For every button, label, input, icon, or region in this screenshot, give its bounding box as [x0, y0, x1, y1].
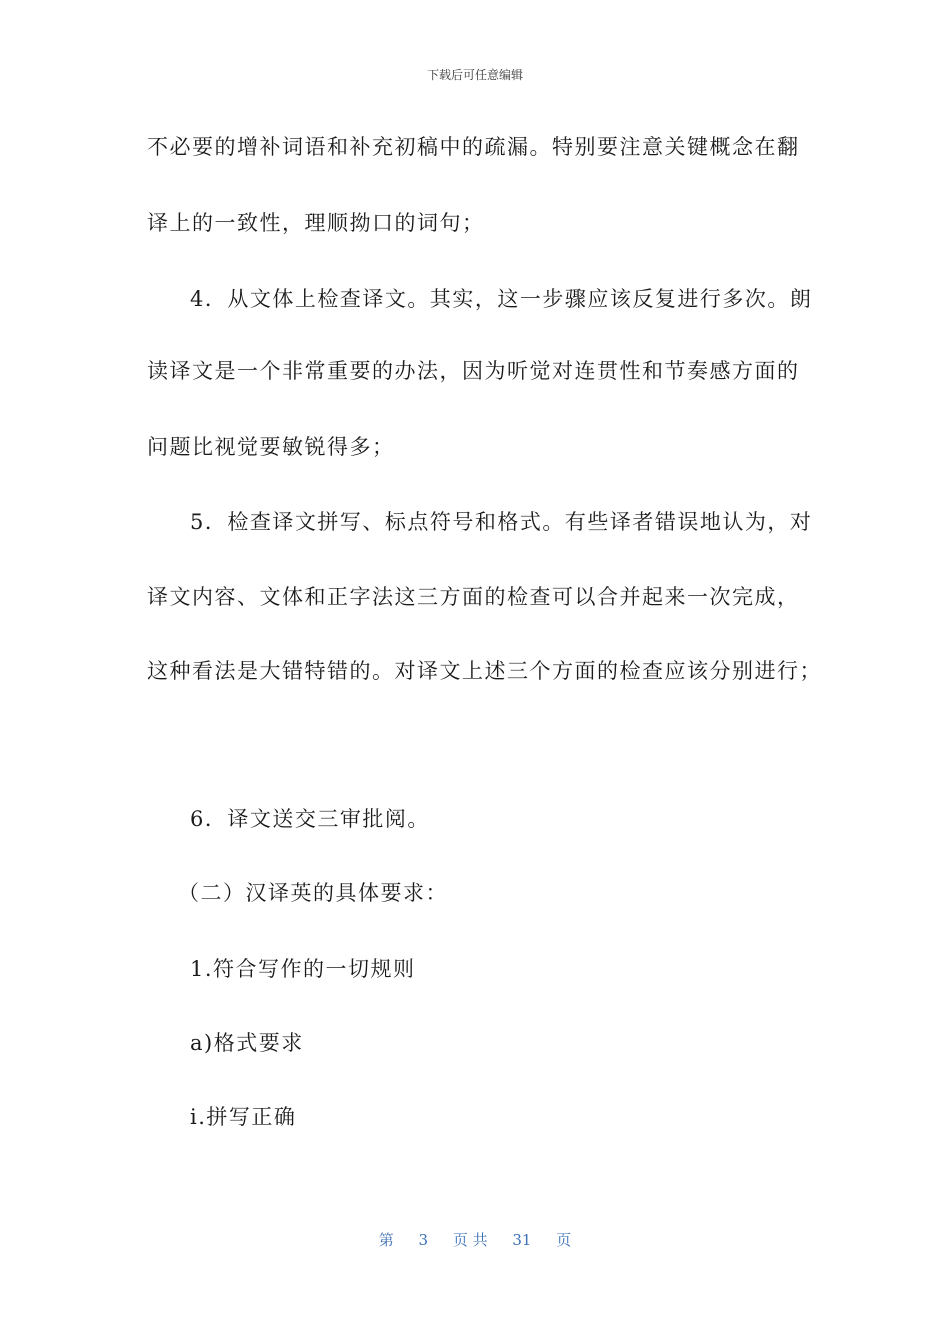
body-line-11: 1.符合写作的一切规则	[190, 957, 416, 981]
page-header: 下载后可任意编辑	[426, 68, 523, 82]
footer-ye-gong: 页 共	[452, 1231, 488, 1249]
body-line-4: 读译文是一个非常重要的办法，因为听觉对连贯性和节奏感方面的	[147, 359, 800, 383]
body-line-8: 这种看法是大错特错的。对译文上述三个方面的检查应该分别进行；	[147, 659, 822, 683]
body-line-10: （二）汉译英的具体要求：	[178, 881, 448, 905]
body-line-13: i.拼写正确	[190, 1105, 297, 1129]
body-line-5: 问题比视觉要敏锐得多；	[147, 435, 395, 459]
footer-total-pages: 31	[512, 1231, 532, 1249]
footer-ye: 页	[556, 1231, 572, 1249]
body-line-1: 不必要的增补词语和补充初稿中的疏漏。特别要注意关键概念在翻	[147, 135, 800, 159]
footer-di: 第	[378, 1231, 394, 1249]
body-line-7: 译文内容、文体和正字法这三方面的检查可以合并起来一次完成，	[147, 585, 800, 609]
footer-current-page: 3	[418, 1231, 429, 1249]
body-line-9: 6．译文送交三审批阅。	[190, 807, 430, 831]
body-line-12: a)格式要求	[190, 1031, 304, 1055]
page-footer	[0, 1229, 950, 1250]
body-line-3: 4．从文体上检查译文。其实，这一步骤应该反复进行多次。朗	[190, 287, 813, 311]
body-line-6: 5．检查译文拼写、标点符号和格式。有些译者错误地认为，对	[190, 510, 813, 534]
body-line-2: 译上的一致性，理顺拗口的词句；	[147, 211, 485, 235]
